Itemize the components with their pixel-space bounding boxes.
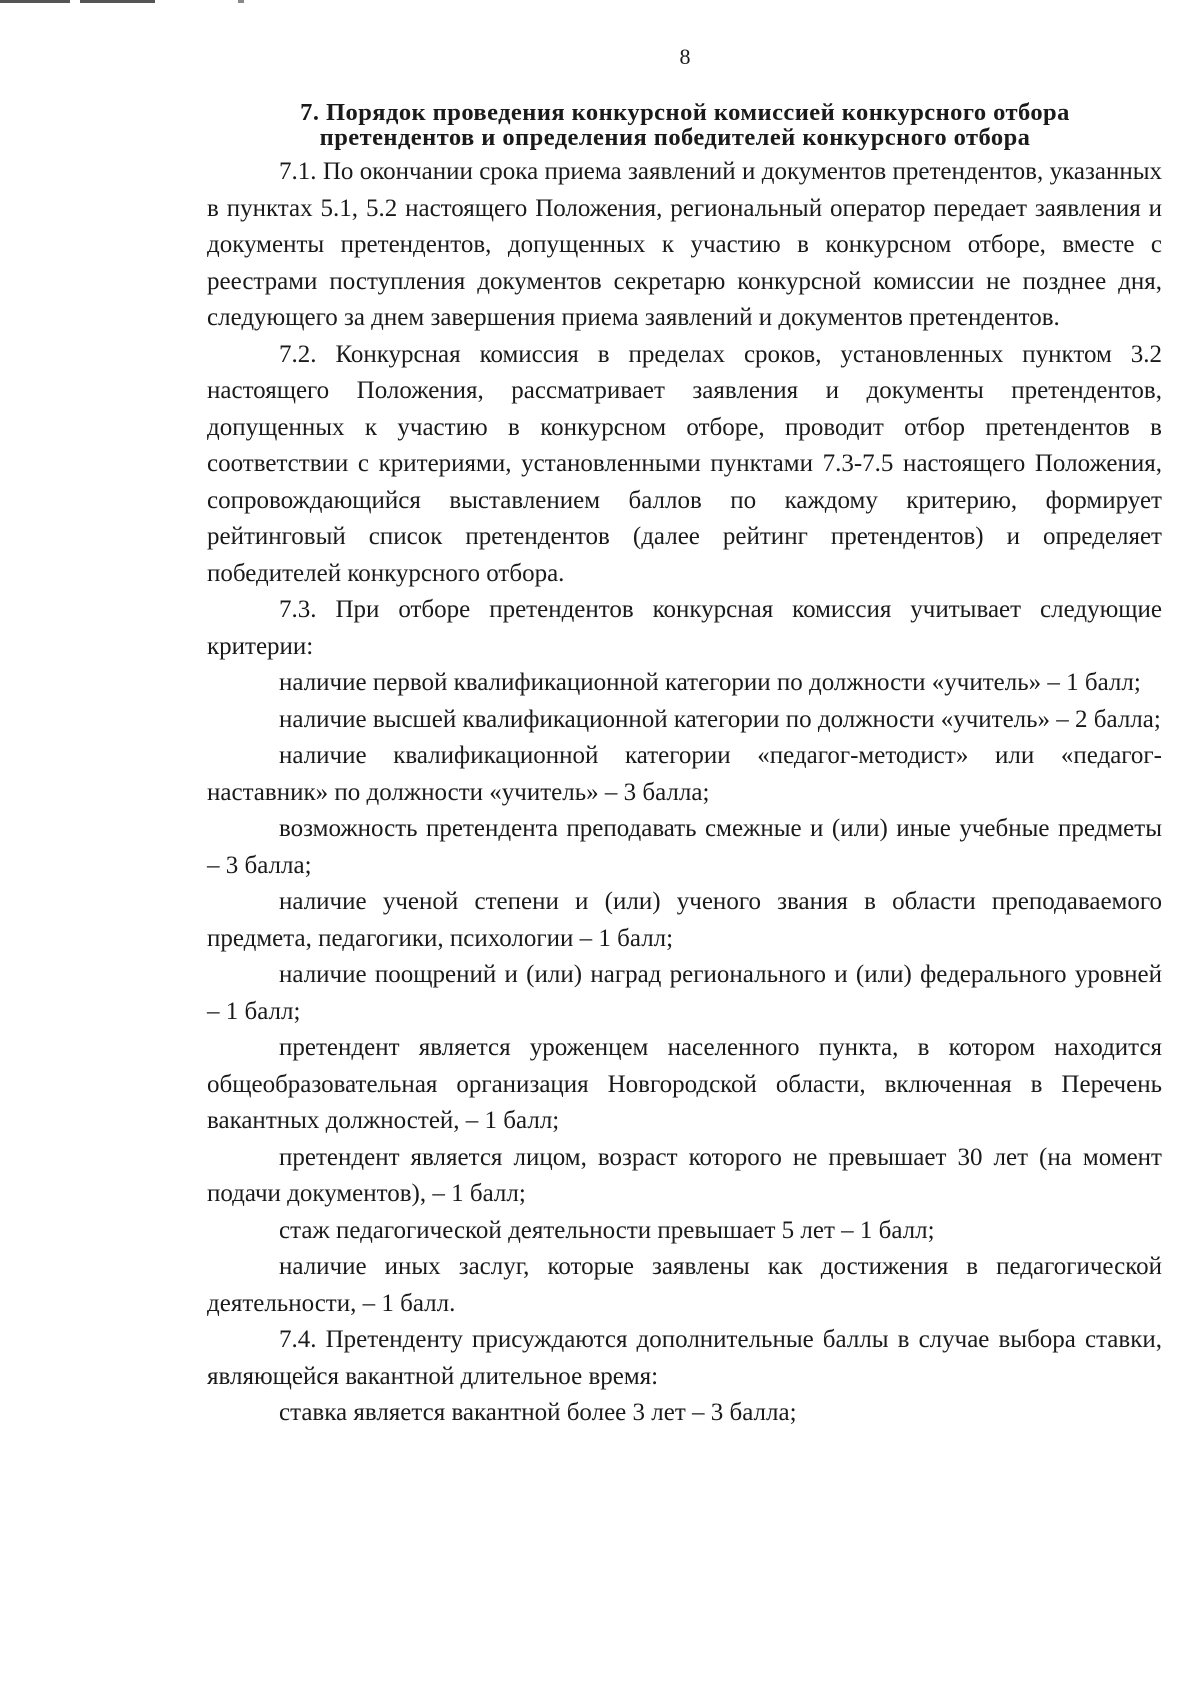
section-heading-line-1: 7. Порядок проведения конкурсной комиссией конкурсного отбора [300,99,1070,126]
criterion-item: наличие иных заслуг, которые заявлены как достижения в педагогической деятельности, – 1 балл. [207,1253,1162,1317]
paragraph-7-3: 7.3. При отборе претендентов конкурсная комиссия учитывает следующие критерии: [207,596,1162,660]
criterion-item: стаж педагогической деятельности превышает 5 лет – 1 балл; [279,1216,935,1244]
paragraph-7-1: 7.1. По окончании срока приема заявлений и документов претендентов, указанных в пунктах 5.1, 5.2 настоящего Положения, региональный оператор передает заявления и документы претендентов, допущенных к участию в конкурсном отборе, вместе с реестрами поступления документов секретарю конкурсной комиссии не позднее дня, следующего за днем завершения приема заявлений и документов претендентов. [207,158,1162,331]
section-heading-line-2: претендентов и определения победителей конкурсного отбора [319,124,1031,151]
criterion-item: возможность претендента преподавать смежные и (или) иные учебные предметы – 3 балла; [207,815,1162,879]
paragraph-7-4: 7.4. Претенденту присуждаются дополнительные баллы в случае выбора ставки, являющейся вакантной длительное время: [207,1326,1162,1390]
criterion-item: наличие поощрений и (или) наград регионального и (или) федерального уровней – 1 балл; [207,961,1162,1025]
criterion-item: наличие высшей квалификационной категории по должности «учитель» – 2 балла; [279,705,1161,733]
criterion-item: наличие ученой степени и (или) ученого звания в области преподаваемого предмета, педагогики, психологии – 1 балл; [207,888,1162,952]
scan-edge-mark [80,0,155,3]
page-number: 8 [679,44,691,69]
criterion-item: наличие первой квалификационной категории по должности «учитель» – 1 балл; [279,669,1141,696]
scan-edge-mark [238,0,244,3]
criterion-item: претендент является уроженцем населенного пункта, в котором находится общеобразовательная организация Новгородской области, включенная в Перечень вакантных должностей, – 1 балл; [207,1034,1162,1134]
section-heading [200,100,1150,150]
criterion-item: претендент является лицом, возраст которого не превышает 30 лет (на момент подачи документов), – 1 балл; [207,1143,1162,1207]
scan-edge-mark [0,0,70,3]
paragraph-7-2: 7.2. Конкурсная комиссия в пределах сроков, установленных пунктом 3.2 настоящего Положения, рассматривает заявления и документы претендентов, допущенных к участию в конкурсном отборе, проводит отбор претендентов в соответствии с критериями, установленными пунктами 7.3-7.5 настоящего Положения, сопровождающийся выставлением баллов по каждому критерию, формирует рейтинговый список претендентов (далее рейтинг претендентов) и определяет победителей конкурсного отбора. [207,340,1162,587]
document-body [207,154,1162,1432]
criterion-item: наличие квалификационной категории «педагог-методист» или «педагог-наставник» по должности «учитель» – 3 балла; [207,742,1162,806]
bonus-item: ставка является вакантной более 3 лет – 3 балла; [279,1399,797,1426]
